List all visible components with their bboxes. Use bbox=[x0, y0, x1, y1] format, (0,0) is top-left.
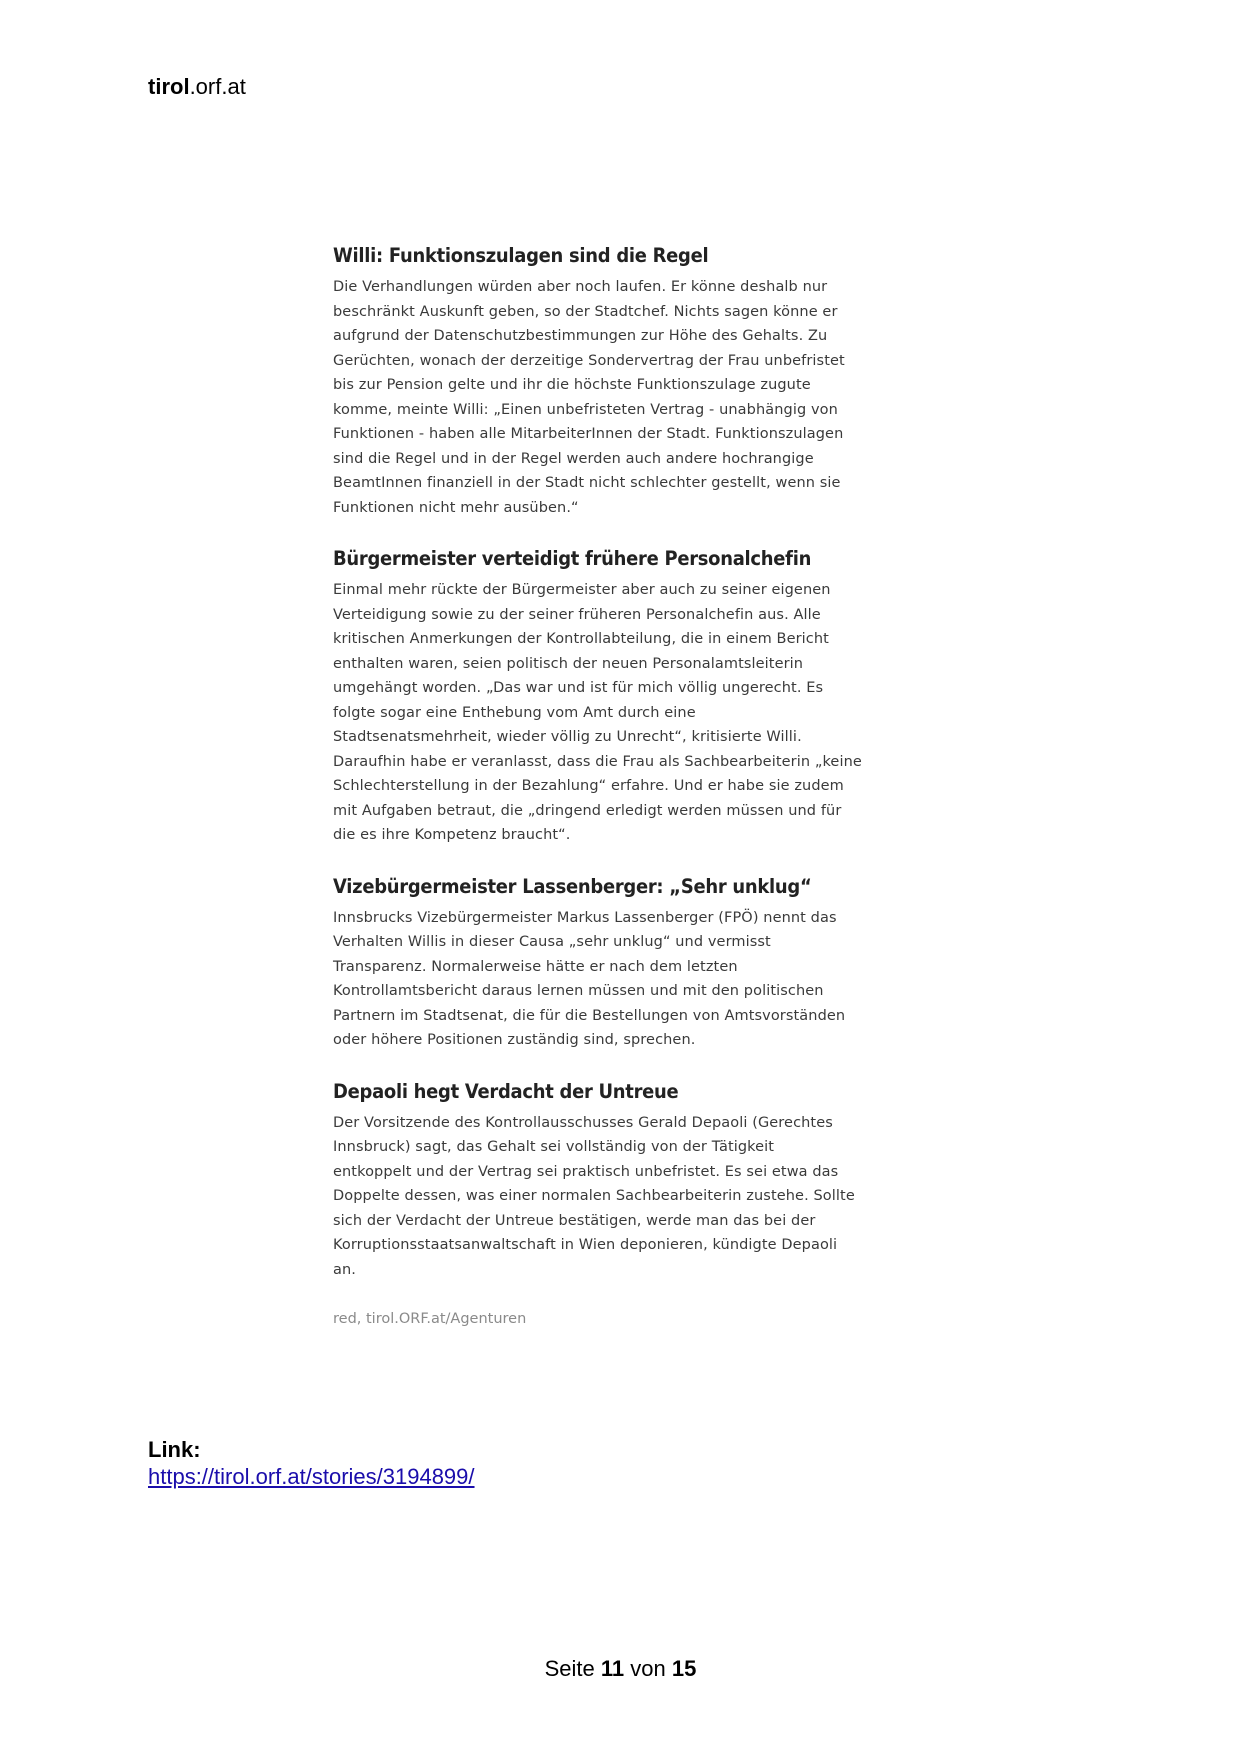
paragraph-line: Der Vorsitzende des Kontrollausschusses Gerald Depaoli (Gerechtes bbox=[333, 1114, 833, 1131]
paragraph-line: BeamtInnen finanziell in der Stadt nicht schlechter gestellt, wenn sie bbox=[333, 475, 841, 491]
paragraph-line: die es ihre Kompetenz braucht“. bbox=[333, 827, 571, 843]
article-credit: red, tirol.ORF.at/Agenturen bbox=[333, 1311, 527, 1327]
footer-prefix: Seite bbox=[544, 1656, 595, 1681]
paragraph-line: Gerüchten, wonach der derzeitige Sondervertrag der Frau unbefristet bbox=[333, 352, 845, 369]
paragraph-line: Kontrollamtsbericht daraus lernen müssen und mit den politischen bbox=[333, 983, 824, 999]
paragraph-line: sind die Regel und in der Regel werden auch andere hochrangige bbox=[333, 450, 814, 467]
paragraph-line: Daraufhin habe er veranlasst, dass die Frau als Sachbearbeiterin „keine bbox=[333, 753, 862, 770]
paragraph-line: bis zur Pension gelte und ihr die höchste Funktionszulage zugute bbox=[333, 377, 811, 393]
paragraph-line: aufgrund der Datenschutzbestimmungen zur Höhe des Gehalts. Zu bbox=[333, 328, 828, 344]
paragraph-line: Transparenz. Normalerweise hätte er nach dem letzten bbox=[333, 958, 738, 975]
paragraph-line: Die Verhandlungen würden aber noch laufen. Er könne deshalb nur bbox=[333, 279, 828, 295]
section-heading: Willi: Funktionszulagen sind die Regel bbox=[333, 244, 709, 267]
paragraph-line: entkoppelt und der Vertrag sei praktisch unbefristet. Es sei etwa das bbox=[333, 1163, 839, 1180]
section-heading: Bürgermeister verteidigt frühere Personalchefin bbox=[333, 547, 812, 570]
article-section bbox=[333, 546, 913, 848]
section-heading: Depaoli hegt Verdacht der Untreue bbox=[333, 1079, 679, 1103]
article-section bbox=[333, 874, 913, 1053]
paragraph-line: kritischen Anmerkungen der Kontrollabteilung, die in einem Bericht bbox=[333, 631, 829, 647]
paragraph-line: Stadtsenatsmehrheit, wieder völlig zu Unrecht“, kritisierte Willi. bbox=[333, 729, 802, 745]
article-section bbox=[333, 1079, 913, 1283]
paragraph-line: sich der Verdacht der Untreue bestätigen, werde man das bei der bbox=[333, 1212, 816, 1229]
paragraph-line: Einmal mehr rückte der Bürgermeister aber auch zu seiner eigenen bbox=[333, 582, 831, 598]
paragraph-line: komme, meinte Willi: „Einen unbefristeten Vertrag - unabhängig von bbox=[333, 401, 838, 418]
paragraph-line: Innsbrucks Vizebürgermeister Markus Lassenberger (FPÖ) nennt das bbox=[333, 909, 837, 926]
page-footer bbox=[0, 1656, 1241, 1682]
source-header-bold: tirol bbox=[148, 74, 190, 99]
link-label: Link: bbox=[148, 1437, 201, 1462]
story-link[interactable]: https://tirol.orf.at/stories/3194899/ bbox=[148, 1464, 475, 1489]
paragraph-line: Funktionen - haben alle MitarbeiterInnen der Stadt. Funktionszulagen bbox=[333, 426, 844, 442]
link-block bbox=[148, 1436, 475, 1490]
paragraph-line: Doppelte dessen, was einer normalen Sachbearbeiterin zustehe. Sollte bbox=[333, 1188, 855, 1204]
source-header bbox=[148, 74, 246, 100]
paragraph-line: Verhalten Willis in dieser Causa „sehr unklug“ und vermisst bbox=[333, 934, 771, 950]
paragraph-line: Schlechterstellung in der Bezahlung“ erfahre. Und er habe sie zudem bbox=[333, 778, 844, 794]
article-section bbox=[333, 243, 913, 520]
source-header-rest: .orf.at bbox=[189, 74, 246, 99]
paragraph-line: beschränkt Auskunft geben, so der Stadtchef. Nichts sagen könne er bbox=[333, 303, 838, 320]
paragraph-line: folgte sogar eine Enthebung vom Amt durch eine bbox=[333, 704, 696, 721]
section-heading: Vizebürgermeister Lassenberger: „Sehr unklug“ bbox=[333, 874, 812, 898]
paragraph-line: enthalten waren, seien politisch der neuen Personalamtsleiterin bbox=[333, 655, 804, 672]
paragraph-line: mit Aufgaben betraut, die „dringend erledigt werden müssen und für bbox=[333, 802, 842, 819]
footer-total-pages: 15 bbox=[671, 1656, 697, 1681]
paragraph-line: umgehängt worden. „Das war und ist für mich völlig ungerecht. Es bbox=[333, 680, 824, 696]
paragraph-line: Partnern im Stadtsenat, die für die Bestellungen von Amtsvorständen bbox=[333, 1007, 846, 1024]
paragraph-line: Verteidigung sowie zu der seiner früheren Personalchefin aus. Alle bbox=[333, 606, 821, 623]
paragraph-line: Korruptionsstaatsanwaltschaft in Wien deponieren, kündigte Depaoli bbox=[333, 1237, 838, 1253]
article-body bbox=[333, 243, 913, 1330]
paragraph-line: an. bbox=[333, 1261, 356, 1278]
paragraph-line: oder höhere Positionen zuständig sind, sprechen. bbox=[333, 1032, 696, 1048]
footer-middle: von bbox=[630, 1656, 666, 1681]
paragraph-line: Funktionen nicht mehr ausüben.“ bbox=[333, 499, 579, 516]
paragraph-line: Innsbruck) sagt, das Gehalt sei vollständig von der Tätigkeit bbox=[333, 1139, 775, 1155]
footer-page-number: 11 bbox=[600, 1656, 625, 1681]
